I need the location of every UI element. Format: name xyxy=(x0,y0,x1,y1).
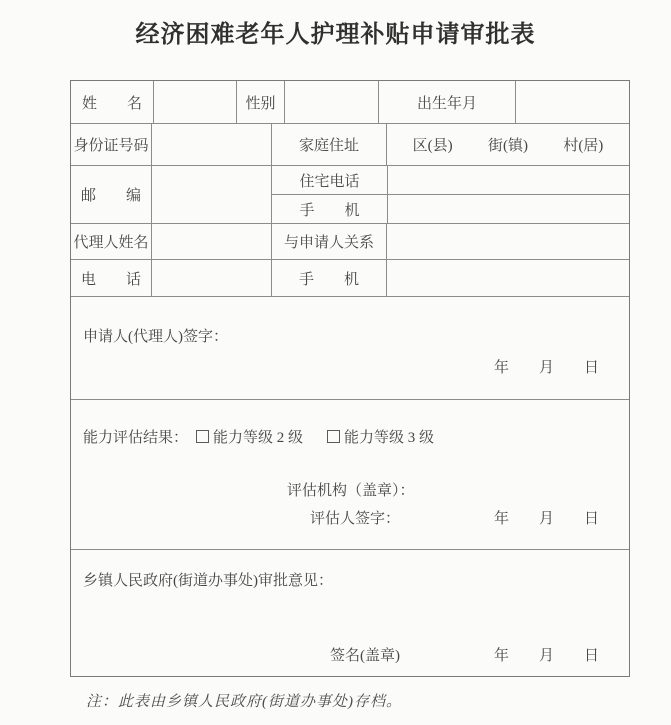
phones-subgrid xyxy=(271,166,629,223)
home-phone-label: 住宅电话 xyxy=(299,173,360,190)
mobile-field xyxy=(387,195,629,223)
checkbox-level2-icon xyxy=(196,430,209,443)
checkbox-level3-icon xyxy=(327,430,340,443)
home-address-field xyxy=(386,124,629,165)
agent-name-field xyxy=(151,224,271,259)
applicant-signature-date: 年 月 日 xyxy=(493,360,599,376)
agent-phone-label: 电 话 xyxy=(80,271,141,288)
approval-sign-label: 签名(盖章) xyxy=(330,648,400,664)
address-street-label: 街(镇) xyxy=(487,138,528,154)
home-phone-row xyxy=(272,166,629,194)
row-phone xyxy=(71,259,629,296)
row-postal-phones xyxy=(71,165,629,223)
mobile-row xyxy=(272,194,629,223)
form-title: 经济困难老年人护理补贴申请审批表 xyxy=(135,22,536,48)
birth-date-field xyxy=(515,81,629,123)
name-label: 姓 名 xyxy=(81,95,142,112)
name-field xyxy=(153,81,236,123)
assessment-section xyxy=(71,399,629,549)
archive-footnote: 注：此表由乡镇人民政府(街道办事处)存档。 xyxy=(86,694,402,710)
gender-field xyxy=(284,81,378,123)
home-address-label: 家庭住址 xyxy=(271,124,386,165)
assessment-option-level2 xyxy=(196,430,303,446)
assessor-signature-date: 年 月 日 xyxy=(493,511,599,527)
home-phone-field xyxy=(387,166,629,194)
row-name xyxy=(71,81,629,123)
gender-label: 性别 xyxy=(236,81,284,123)
birth-date-label: 出生年月 xyxy=(378,81,515,123)
approval-section xyxy=(71,549,629,676)
agent-mobile-field xyxy=(386,260,629,296)
agent-mobile-label: 手 机 xyxy=(271,260,386,296)
assessment-option-level3 xyxy=(327,430,434,446)
assessment-agency-label: 评估机构（盖章）： xyxy=(287,483,415,499)
relation-label: 与申请人关系 xyxy=(271,224,386,259)
applicant-signature-label: 申请人(代理人)签字： xyxy=(83,329,228,345)
application-form-table xyxy=(70,80,630,677)
assessment-option-level3-label: 能力等级 3 级 xyxy=(344,430,435,446)
applicant-signature-section xyxy=(71,296,629,399)
mobile-label: 手 机 xyxy=(299,202,360,219)
postal-code-label: 邮 编 xyxy=(80,188,141,204)
approval-sign-date: 年 月 日 xyxy=(493,648,599,664)
relation-field xyxy=(386,224,629,259)
assessment-option-level2-label: 能力等级 2 级 xyxy=(213,430,304,446)
address-village-label: 村(居) xyxy=(563,138,604,154)
address-district-label: 区(县) xyxy=(412,138,453,154)
row-agent xyxy=(71,223,629,259)
approval-opinion-label: 乡镇人民政府(街道办事处)审批意见： xyxy=(83,573,333,589)
id-number-label: 身份证号码 xyxy=(73,138,149,154)
postal-code-field xyxy=(151,166,271,223)
id-number-field xyxy=(151,124,271,165)
row-id-address xyxy=(71,123,629,165)
agent-name-label: 代理人姓名 xyxy=(73,235,149,251)
assessor-signature-label: 评估人签字： xyxy=(310,511,401,527)
agent-phone-field xyxy=(151,260,271,296)
assessment-result-line xyxy=(83,426,434,447)
assessment-result-label: 能力评估结果： xyxy=(83,430,189,446)
